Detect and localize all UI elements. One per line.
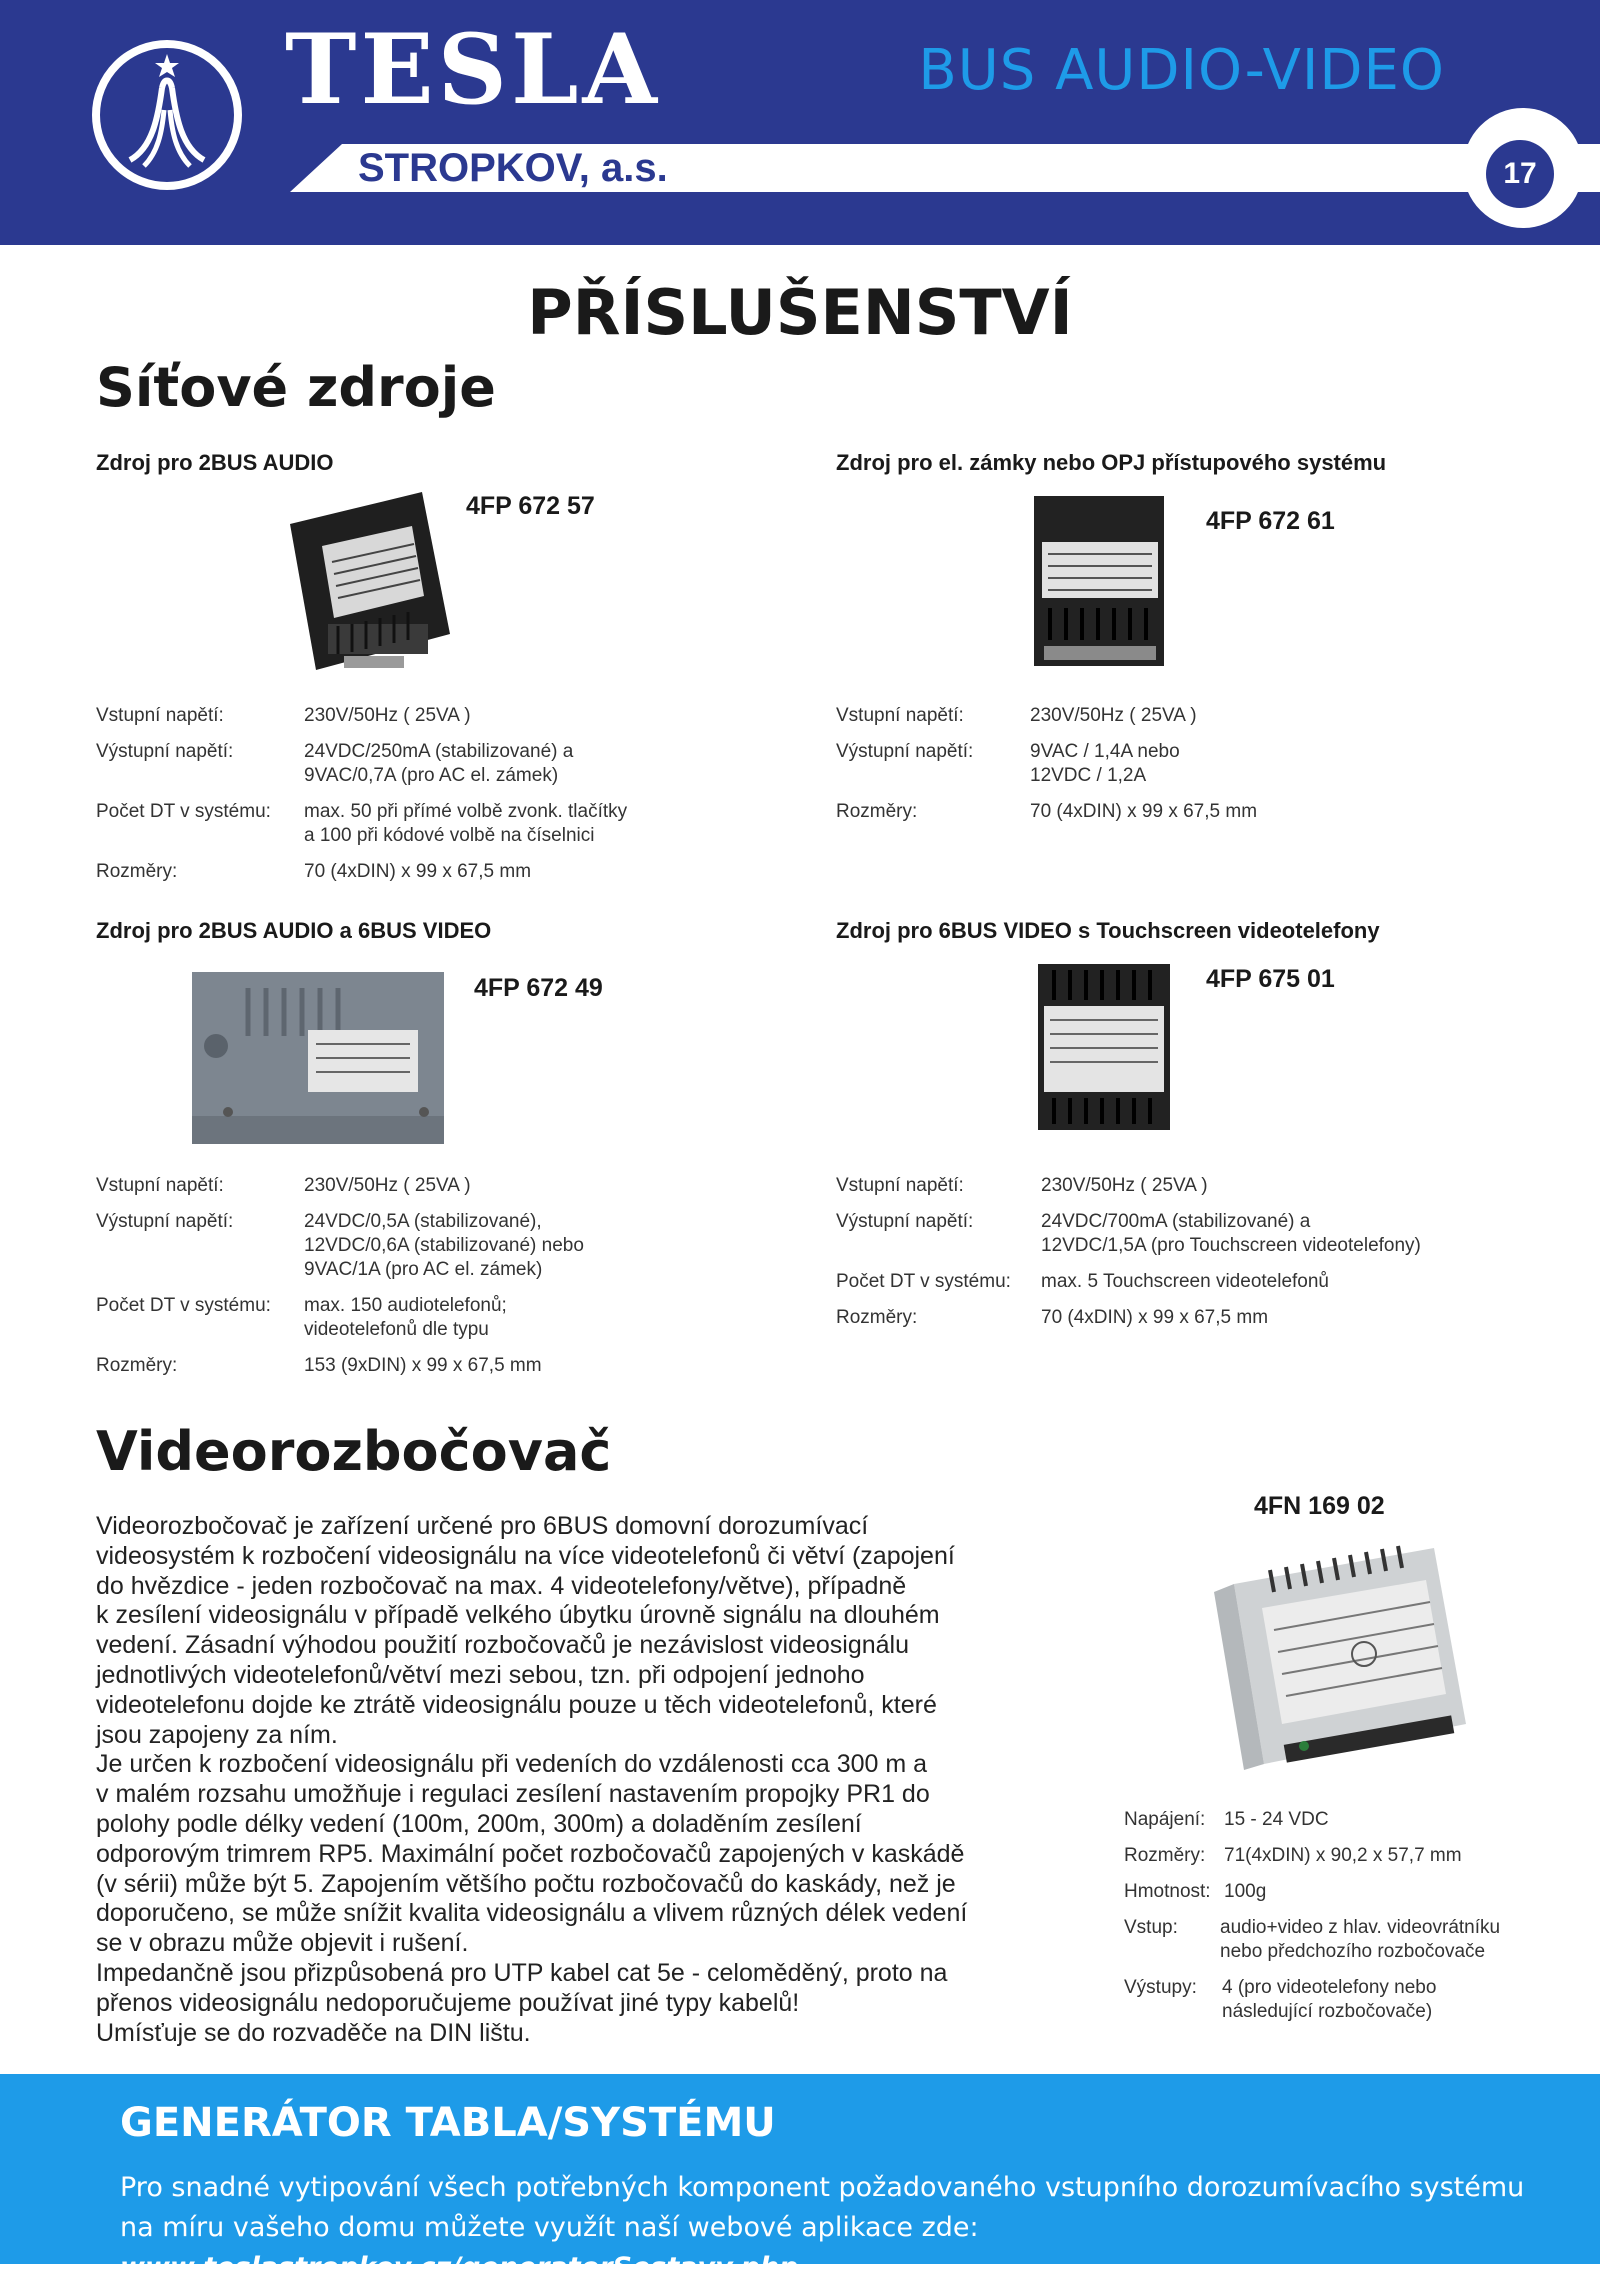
spec-value: 153 (9xDIN) x 99 x 67,5 mm <box>304 1355 542 1376</box>
page-title: PŘÍSLUŠENSTVÍ <box>527 276 1073 349</box>
product-title: Zdroj pro 6BUS VIDEO s Touchscreen videotelefony <box>836 918 1380 943</box>
spec-list <box>836 704 1436 836</box>
spec-row <box>1124 1916 1584 1964</box>
spec-value: 230V/50Hz ( 25VA ) <box>1041 1175 1208 1196</box>
spec-value: 230V/50Hz ( 25VA ) <box>304 705 471 726</box>
spec-label: Hmotnost: <box>1124 1881 1211 1902</box>
spec-label: Počet DT v systému: <box>836 1271 1011 1292</box>
spec-row <box>96 740 716 788</box>
spec-value: 24VDC/700mA (stabilizované) a 12VDC/1,5A (pro Touchscreen videotelefony) <box>1041 1211 1421 1256</box>
spec-row <box>836 800 1436 824</box>
spec-label: Rozměry: <box>836 801 918 822</box>
spec-value: 71(4xDIN) x 90,2 x 57,7 mm <box>1224 1845 1462 1866</box>
section-heading-power-supplies: Síťové zdroje <box>96 356 496 419</box>
spec-value: 70 (4xDIN) x 99 x 67,5 mm <box>1030 801 1258 822</box>
spec-list <box>1124 1808 1584 2036</box>
footer-banner <box>0 2074 1600 2283</box>
spec-row <box>836 1270 1486 1294</box>
spec-row <box>836 1306 1486 1330</box>
footer-text <box>120 2168 1540 2288</box>
spec-value: 4 (pro videotelefony nebo následující rozbočovače) <box>1222 1977 1437 2022</box>
spec-row <box>836 1174 1486 1198</box>
spec-label: Vstupní napětí: <box>96 705 224 726</box>
video-splitter-image <box>1204 1534 1474 1784</box>
generator-link[interactable]: www.teslastropkov.cz/generatorSestavy.php <box>120 2252 799 2283</box>
spec-label: Výstupní napětí: <box>836 741 974 762</box>
spec-row <box>1124 1880 1584 1904</box>
spec-label: Vstup: <box>1124 1917 1178 1938</box>
page-number: 17 <box>1486 140 1554 208</box>
spec-label: Napájení: <box>1124 1809 1206 1830</box>
spec-label: Rozměry: <box>96 1355 178 1376</box>
spec-value: 70 (4xDIN) x 99 x 67,5 mm <box>1041 1307 1269 1328</box>
spec-label: Rozměry: <box>1124 1845 1206 1866</box>
spec-row <box>836 704 1436 728</box>
spec-row <box>836 740 1436 788</box>
spec-value: max. 150 audiotelefonů; videotelefonů dle typu <box>304 1295 507 1340</box>
spec-label: Výstupy: <box>1124 1977 1197 1998</box>
spec-label: Rozměry: <box>836 1307 918 1328</box>
header-title: BUS AUDIO-VIDEO <box>918 38 1445 103</box>
spec-value: 230V/50Hz ( 25VA ) <box>304 1175 471 1196</box>
product-code: 4FN 169 02 <box>1254 1492 1385 1520</box>
page-header <box>0 0 1600 245</box>
splitter-description: Videorozbočovač je zařízení určené pro 6BUS domovní dorozumívací videosystém k rozbočení videosignálu na více videotelefonů či větví (zapojení do hvězdice - jeden rozbočovač na max. 4 videotelefony/větve), případně k zesílení videosignálu v případě velkého úbytku úrovně signálu na dlouhém vedení. Zásadní výhodou použití rozbočovačů je nezávislost videosignálu jednotlivých videotelefonů/větví mezi sebou, tzn. při odpojení jednoho videotelefonu dojde ke ztrátě videosignálu pouze u těch videotelefonů, které jsou zapojeny za ním. Je určen k rozbočení videosignálu při vedeních do vzdálenosti cca 300 m a v malém rozsahu umožňuje i regulaci zesílení nastavením propojky PR1 do polohy podle délky vedení (100m, 200m, 300m) a doladěním zesílení odporovým trimrem RP5. Maximální počet rozbočovačů zapojených v kaskádě (v sérii) může být 5. Zapojením většího počtu rozbočovačů do kaskády, než je doporučeno, se může snížit kvalita videosignálu a vlivem různých délek vedení se v obrazu může objevit i rušení. Impedančně jsou přizpůsobená pro UTP kabel cat 5e - celoměděný, proto na přenos videosignálu nedoporučujeme používat jiné typy kabelů! Umísťuje se do rozvaděče na DIN lištu. <box>96 1512 968 2047</box>
brand-name: TESLA <box>285 13 661 126</box>
product-code: 4FP 675 01 <box>1206 965 1335 993</box>
spec-label: Vstupní napětí: <box>836 705 964 726</box>
spec-value: max. 50 při přímé volbě zvonk. tlačítky a 100 při kódové volbě na číselnici <box>304 801 628 846</box>
spec-row <box>1124 1844 1584 1868</box>
spec-list <box>96 704 716 896</box>
spec-list <box>836 1174 1486 1342</box>
spec-row <box>96 704 716 728</box>
footer-title: GENERÁTOR TABLA/SYSTÉMU <box>120 2100 776 2146</box>
product-title: Zdroj pro 2BUS AUDIO a 6BUS VIDEO <box>96 918 492 943</box>
spec-value: 70 (4xDIN) x 99 x 67,5 mm <box>304 861 532 882</box>
spec-value: audio+video z hlav. videovrátníku nebo předchozího rozbočovače <box>1220 1917 1501 1962</box>
spec-row <box>96 860 716 884</box>
spec-row <box>96 1174 716 1198</box>
spec-value: max. 5 Touchscreen videotelefonů <box>1041 1271 1329 1292</box>
product-title: Zdroj pro 2BUS AUDIO <box>96 450 334 475</box>
spec-value: 15 - 24 VDC <box>1224 1809 1329 1830</box>
spec-value: 24VDC/0,5A (stabilizované), 12VDC/0,6A (stabilizované) nebo 9VAC/1A (pro AC el. zámek) <box>304 1211 584 1280</box>
spec-label: Výstupní napětí: <box>96 741 234 762</box>
product-title: Zdroj pro el. zámky nebo OPJ přístupového systému <box>836 450 1387 475</box>
tesla-logo-icon <box>92 40 242 190</box>
product-code: 4FP 672 49 <box>474 974 603 1002</box>
spec-row <box>96 800 716 848</box>
spec-value: 100g <box>1224 1881 1267 1902</box>
spec-label: Rozměry: <box>96 861 178 882</box>
spec-label: Počet DT v systému: <box>96 1295 271 1316</box>
spec-label: Vstupní napětí: <box>96 1175 224 1196</box>
power-supply-image <box>188 966 448 1150</box>
product-code: 4FP 672 61 <box>1206 507 1335 535</box>
footer-description: Pro snadné vytipování všech potřebných komponent požadovaného vstupního dorozumívacího systému na míru vašeho domu můžete využít naší webové aplikace zde: <box>120 2172 1525 2243</box>
spec-row <box>96 1354 716 1378</box>
spec-row <box>96 1210 716 1282</box>
power-supply-image <box>272 484 462 684</box>
spec-row <box>96 1294 716 1342</box>
spec-value: 230V/50Hz ( 25VA ) <box>1030 705 1197 726</box>
spec-label: Výstupní napětí: <box>96 1211 234 1232</box>
spec-value: 24VDC/250mA (stabilizované) a 9VAC/0,7A (pro AC el. zámek) <box>304 741 574 786</box>
spec-label: Vstupní napětí: <box>836 1175 964 1196</box>
spec-label: Výstupní napětí: <box>836 1211 974 1232</box>
brand-subtitle: STROPKOV, a.s. <box>358 146 668 190</box>
spec-label: Počet DT v systému: <box>96 801 271 822</box>
spec-row <box>836 1210 1486 1258</box>
section-heading-video-splitter: Videorozbočovač <box>96 1420 612 1483</box>
power-supply-image <box>1030 490 1170 670</box>
power-supply-image <box>1034 960 1174 1134</box>
product-code: 4FP 672 57 <box>466 492 595 520</box>
spec-value: 9VAC / 1,4A nebo 12VDC / 1,2A <box>1030 741 1180 786</box>
spec-row <box>1124 1808 1584 1832</box>
spec-row <box>1124 1976 1584 2024</box>
spec-list <box>96 1174 716 1390</box>
